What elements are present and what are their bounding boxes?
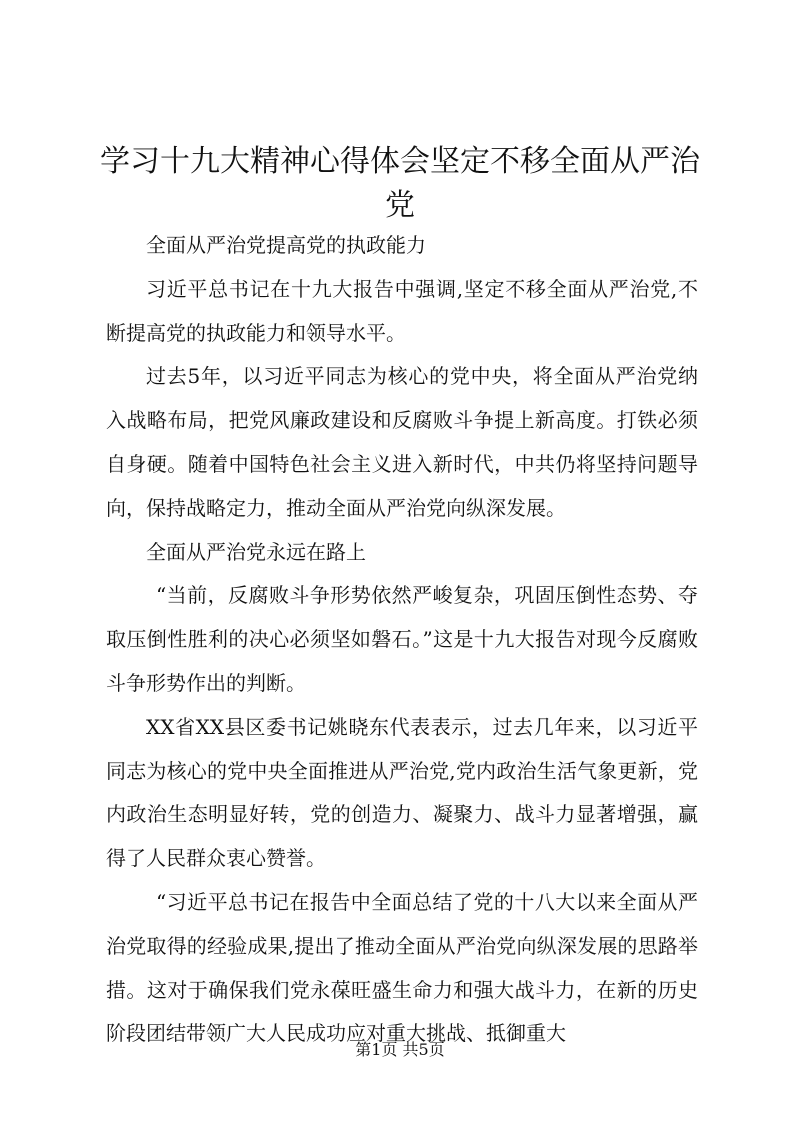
section-heading-2: 全面从严治党永远在路上 bbox=[146, 539, 366, 564]
paragraph-2: 过去5年，以习近平同志为核心的党中央，将全面从严治党纳入战略布局，把党风廉政建设和反腐败斗争提上新高度。打铁必须自身硬。随着中国特色社会主义进入新时代，中共仍将坚持问题导向，保持战略定力，推动全面从严治党向纵深发展。 bbox=[106, 364, 698, 520]
paragraph-4: XX省XX县区委书记姚晓东代表表示，过去几年来，以习近平同志为核心的党中央全面推进从严治党,党内政治生活气象更新，党内政治生态明显好转，党的创造力、凝聚力、战斗力显著增强，赢得了人民群众衷心赞誉。 bbox=[106, 714, 698, 871]
document-title: 学习十九大精神心得体会坚定不移全面从严治党 bbox=[100, 144, 700, 223]
page-footer: 第1页 共5页 bbox=[355, 1040, 445, 1059]
paragraph-1: 习近平总书记在十九大报告中强调,坚定不移全面从严治党,不断提高党的执政能力和领导水平。 bbox=[106, 276, 698, 345]
document-body bbox=[106, 224, 698, 1056]
paragraph-5: “习近平总书记在报告中全面总结了党的十八大以来全面从严治党取得的经验成果,提出了推动全面从严治党向纵深发展的思路举措。这对于确保我们党永葆旺盛生命力和强大战斗力，在新的历史阶段团结带领广大人民成功应对重大挑战、抵御重大 bbox=[106, 889, 698, 1046]
paragraph-3: “当前，反腐败斗争形势依然严峻复杂，巩固压倒性态势、夺取压倒性胜利的决心必须坚如磐石。”这是十九大报告对现今反腐败斗争形势作出的判断。 bbox=[106, 583, 698, 695]
section-heading-1: 全面从严治党提高党的执政能力 bbox=[146, 233, 426, 257]
